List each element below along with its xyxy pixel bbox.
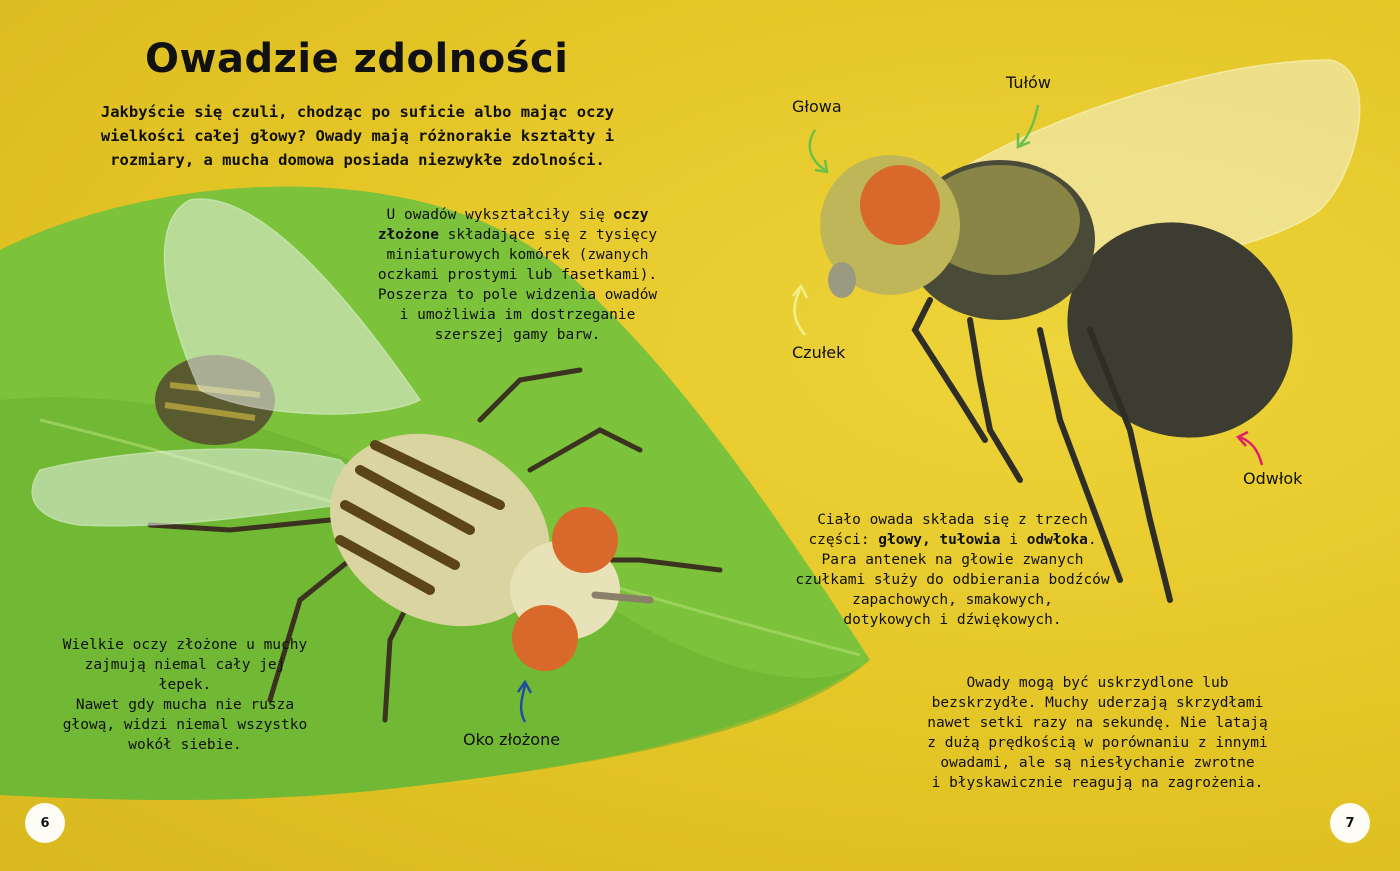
label-abdomen: Odwłok	[1243, 469, 1303, 488]
body-text-line1: Ciało owada składa się z trzech	[817, 512, 1088, 528]
label-thorax: Tułów	[1006, 73, 1051, 92]
body-text-prefix: części:	[808, 532, 879, 548]
wings-text: Owady mogą być uskrzydlone lub bezskrzydłe. Muchy uderzają skrzydłami nawet setki razy na sekundę. Nie latają z dużą prędkością w porównaniu z innymi owadami, ale są niesłychanie zwrotne i błyskawicznie reagują na zagrożenia.	[927, 675, 1268, 791]
page-number-right: 7	[1330, 803, 1370, 843]
intro-paragraph: Jakbyście się czuli, chodząc po suficie albo mając oczy wielkości całej głowy? Owady mają różnorakie kształty i rozmiary, a mucha domowa posiada niezwykłe zdolności.	[100, 103, 615, 169]
body-text-rest: Para antenek na głowie zwanych czułkami służy do odbierania bodźców zapachowych, smakowych, dotykowych i dźwiękowych.	[795, 552, 1110, 628]
fly-eye-right	[552, 507, 618, 573]
label-compound-eye: Oko złożone	[463, 730, 561, 749]
body-text-sep1: ,	[921, 532, 940, 548]
page-title: Owadzie zdolności	[145, 36, 569, 82]
label-antenna: Czułek	[792, 343, 846, 362]
body-text-thorax: tułowia	[939, 532, 1001, 548]
page-number-left: 6	[25, 803, 65, 843]
eyes-text-bold2: złożone	[377, 227, 439, 243]
fly-side-eye	[860, 165, 940, 245]
eyes-text-line2: składające się z tysięcy	[438, 227, 658, 243]
label-head: Głowa	[792, 97, 842, 116]
compound-eyes-text	[375, 205, 660, 345]
body-text-abdomen: odwłoka	[1026, 532, 1088, 548]
arrow-antenna	[795, 290, 805, 335]
body-text-end: .	[1087, 532, 1097, 548]
body-text-head: głowy	[878, 532, 922, 548]
eyes-text-line1: U owadów wykształciły się	[386, 207, 614, 223]
eyes-text-rest: miniaturowych komórek (zwanych oczkami prostymi lub fasetkami). Poszerza to pole widzenia owadów i umożliwia im dostrzeganie szerszej gamy barw.	[377, 247, 658, 343]
body-text-sep2: i	[1000, 532, 1027, 548]
arrow-head	[810, 130, 825, 170]
head-eye-text: Wielkie oczy złożone u muchy zajmują niemal cały jej łepek. Nawet gdy mucha nie rusza głową, widzi niemal wszystko wokół siebie.	[62, 637, 308, 753]
eyes-text-bold1: oczy	[613, 207, 649, 223]
body-parts-text	[790, 510, 1115, 630]
fly-eye-left	[512, 605, 578, 671]
